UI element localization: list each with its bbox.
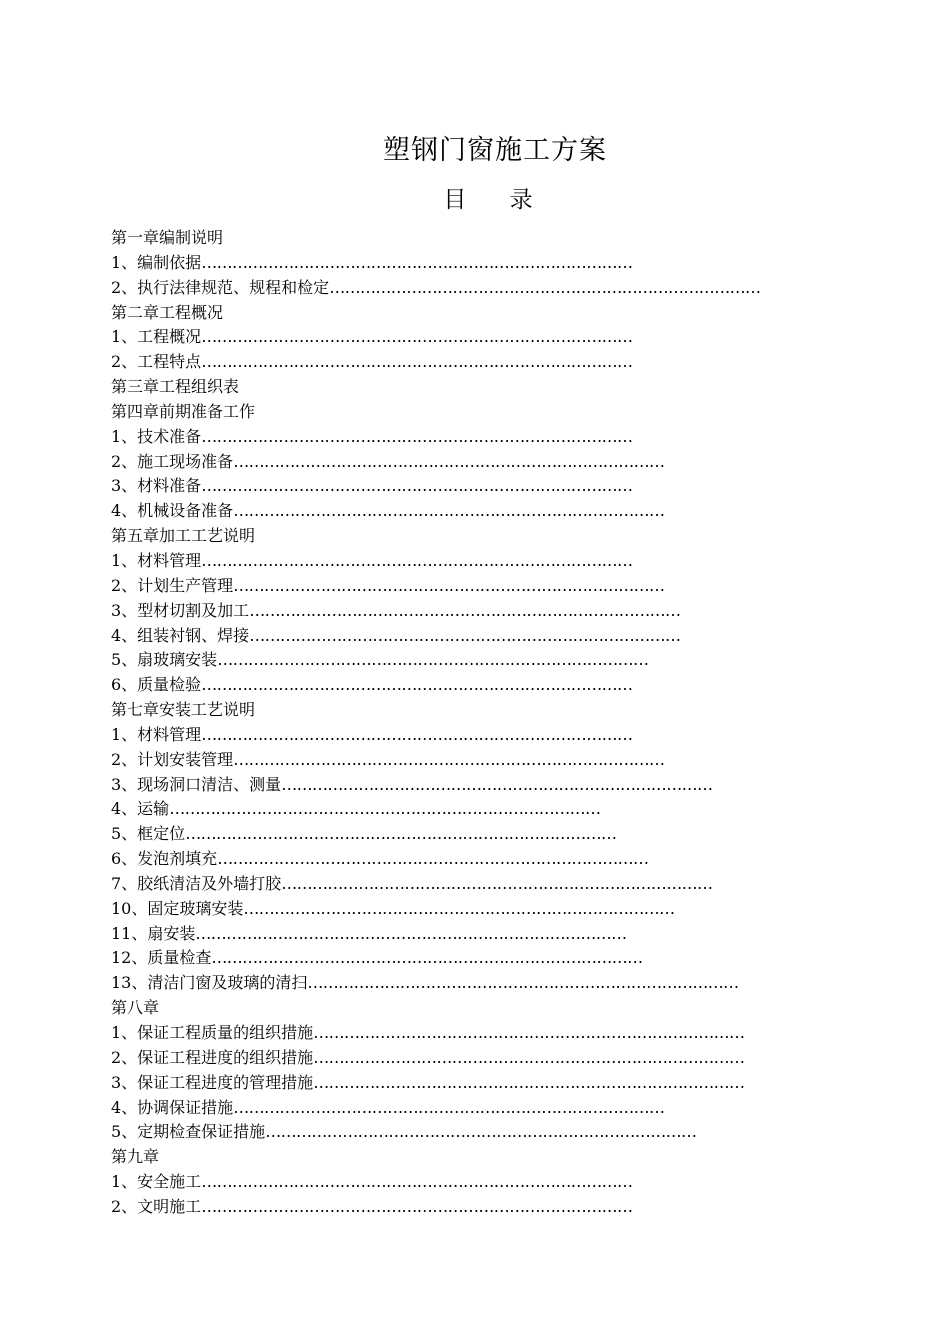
toc-entry-text: 第八章 bbox=[111, 998, 160, 1018]
toc-entry-text: 5、扇玻璃安装 bbox=[111, 650, 218, 670]
toc-dot-leader: ………………………………………………………………………… bbox=[313, 1023, 745, 1042]
toc-dot-leader: ………………………………………………………………………… bbox=[233, 749, 665, 769]
toc-entry-text: 第四章前期准备工作 bbox=[111, 401, 256, 421]
toc-dot-leader: ………………………………………………………………………… bbox=[313, 1047, 745, 1067]
toc-entry-text: 第九章 bbox=[111, 1147, 160, 1167]
toc-dot-leader: ………………………………………………………………………… bbox=[329, 277, 761, 297]
toc-dot-leader: ………………………………………………………………………… bbox=[217, 650, 649, 670]
toc-dot-leader: ………………………………………………………………………… bbox=[233, 1097, 665, 1117]
toc-entry-text: 1、编制依据 bbox=[111, 252, 202, 272]
toc-entry-text: 6、发泡剂填充 bbox=[111, 849, 218, 869]
toc-entry bbox=[111, 922, 831, 947]
toc-entry bbox=[111, 549, 831, 574]
toc-entry-text: 第七章安装工艺说明 bbox=[111, 700, 256, 720]
toc-entry-text: 第三章工程组织表 bbox=[111, 377, 240, 397]
toc-chapter-heading bbox=[111, 996, 831, 1021]
toc-entry-text: 1、技术准备 bbox=[111, 426, 202, 446]
toc-entry-text: 2、文明施工 bbox=[111, 1196, 202, 1216]
toc-entry bbox=[111, 797, 831, 822]
toc-entry bbox=[111, 1096, 831, 1121]
toc-dot-leader: ………………………………………………………………………… bbox=[201, 675, 633, 695]
toc-entry-text: 3、型材切割及加工 bbox=[111, 600, 250, 620]
toc-dot-leader: ………………………………………………………………………… bbox=[233, 451, 665, 471]
document-title: 塑钢门窗施工方案 bbox=[383, 135, 607, 166]
toc-entry-text: 11、扇安装 bbox=[111, 923, 196, 943]
toc-entry-text: 1、材料管理 bbox=[111, 550, 202, 570]
toc-entry bbox=[111, 723, 831, 748]
toc-entry-text: 4、机械设备准备 bbox=[111, 501, 234, 521]
toc-dot-leader: ………………………………………………………………………… bbox=[281, 774, 713, 794]
toc-dot-leader: ………………………………………………………………………… bbox=[201, 426, 633, 446]
toc-dot-leader: ………………………………………………………………………… bbox=[233, 575, 665, 595]
toc-entry-text: 1、材料管理 bbox=[111, 724, 202, 744]
toc-entry bbox=[111, 350, 831, 375]
toc-entry bbox=[111, 425, 831, 450]
toc-entry bbox=[111, 822, 831, 847]
toc-entry bbox=[111, 251, 831, 276]
toc-entry-text: 4、组装衬钢、焊接 bbox=[111, 625, 250, 645]
toc-entry bbox=[111, 1120, 831, 1145]
toc-entry bbox=[111, 1071, 831, 1096]
toc-entry-text: 2、计划生产管理 bbox=[111, 575, 234, 595]
toc-dot-leader: ………………………………………………………………………… bbox=[265, 1122, 697, 1142]
toc-entry bbox=[111, 971, 831, 996]
toc-dot-leader: ………………………………………………………………………… bbox=[201, 1172, 633, 1192]
toc-dot-leader: ………………………………………………………………………… bbox=[201, 352, 633, 372]
toc-dot-leader: ………………………………………………………………………… bbox=[307, 973, 739, 993]
toc-dot-leader: ………………………………………………………………………… bbox=[243, 898, 675, 918]
toc-entry bbox=[111, 648, 831, 673]
toc-dot-leader: ………………………………………………………………………… bbox=[201, 476, 633, 496]
toc-entry bbox=[111, 1195, 831, 1220]
toc-entry bbox=[111, 773, 831, 798]
toc-dot-leader: ………………………………………………………………………… bbox=[201, 550, 633, 570]
toc-entry-text: 4、协调保证措施 bbox=[111, 1097, 234, 1117]
toc-entry-text: 第五章加工工艺说明 bbox=[111, 526, 256, 546]
toc-dot-leader: ………………………………………………………………………… bbox=[185, 824, 617, 844]
toc-entry-text: 12、质量检查 bbox=[111, 948, 212, 968]
toc-entry-text: 2、施工现场准备 bbox=[111, 451, 234, 471]
toc-chapter-heading bbox=[111, 226, 831, 251]
toc-entry-text: 第一章编制说明 bbox=[111, 228, 224, 247]
toc-entry-text: 2、保证工程进度的组织措施 bbox=[111, 1047, 314, 1067]
toc-chapter-heading bbox=[111, 1145, 831, 1170]
toc-entry-text: 3、材料准备 bbox=[111, 476, 202, 496]
toc-dot-leader: ………………………………………………………………………… bbox=[217, 849, 649, 869]
toc-entry bbox=[111, 599, 831, 624]
toc-entry bbox=[111, 499, 831, 524]
toc-entry-text: 6、质量检验 bbox=[111, 675, 202, 695]
toc-entry-text: 2、执行法律规范、规程和检定 bbox=[111, 277, 330, 297]
toc-entry bbox=[111, 946, 831, 971]
toc-entry-text: 2、工程特点 bbox=[111, 352, 202, 372]
toc-chapter-heading bbox=[111, 375, 831, 400]
toc-entry-text: 1、安全施工 bbox=[111, 1172, 202, 1192]
toc-entry bbox=[111, 748, 831, 773]
toc-entry-text: 7、胶纸清洁及外墙打胶 bbox=[111, 873, 282, 893]
toc-entry bbox=[111, 574, 831, 599]
toc-entry bbox=[111, 897, 831, 922]
toc-entry-text: 3、现场洞口清洁、测量 bbox=[111, 774, 282, 794]
toc-chapter-heading bbox=[111, 400, 831, 425]
toc-entry-text: 3、保证工程进度的管理措施 bbox=[111, 1072, 314, 1092]
toc-dot-leader: ………………………………………………………………………… bbox=[233, 501, 665, 521]
toc-entry bbox=[111, 276, 831, 301]
toc-heading: 目 录 bbox=[443, 187, 551, 213]
toc-dot-leader: ………………………………………………………………………… bbox=[201, 1196, 633, 1216]
toc-entry-text: 10、固定玻璃安装 bbox=[111, 898, 244, 918]
toc-dot-leader: ………………………………………………………………………… bbox=[201, 252, 633, 272]
toc-dot-leader: ………………………………………………………………………… bbox=[313, 1072, 745, 1092]
toc-entry bbox=[111, 474, 831, 499]
toc-entry bbox=[111, 847, 831, 872]
table-of-contents bbox=[111, 226, 831, 1220]
toc-dot-leader: ………………………………………………………………………… bbox=[211, 948, 643, 968]
toc-entry-text: 1、工程概况 bbox=[111, 327, 202, 347]
toc-dot-leader: ………………………………………………………………………… bbox=[281, 873, 713, 893]
toc-entry-text: 2、计划安装管理 bbox=[111, 749, 234, 769]
toc-entry bbox=[111, 325, 831, 350]
toc-entry bbox=[111, 872, 831, 897]
toc-dot-leader: ………………………………………………………………………… bbox=[201, 724, 633, 744]
toc-entry-text: 第二章工程概况 bbox=[111, 302, 224, 322]
toc-dot-leader: ………………………………………………………………………… bbox=[249, 600, 681, 620]
toc-entry-text: 5、框定位 bbox=[111, 824, 186, 844]
toc-entry bbox=[111, 673, 831, 698]
toc-chapter-heading bbox=[111, 301, 831, 326]
toc-dot-leader: ………………………………………………………………………… bbox=[169, 799, 601, 819]
toc-dot-leader: ………………………………………………………………………… bbox=[201, 327, 633, 347]
toc-entry-text: 1、保证工程质量的组织措施 bbox=[111, 1023, 314, 1042]
toc-dot-leader: ………………………………………………………………………… bbox=[249, 625, 681, 645]
toc-entry bbox=[111, 1021, 831, 1046]
toc-entry bbox=[111, 450, 831, 475]
toc-chapter-heading bbox=[111, 698, 831, 723]
toc-entry-text: 4、运输 bbox=[111, 799, 170, 819]
toc-entry bbox=[111, 1170, 831, 1195]
toc-chapter-heading bbox=[111, 524, 831, 549]
toc-dot-leader: ………………………………………………………………………… bbox=[195, 923, 627, 943]
toc-entry-text: 5、定期检查保证措施 bbox=[111, 1122, 266, 1142]
toc-entry-text: 13、清洁门窗及玻璃的清扫 bbox=[111, 973, 308, 993]
toc-entry bbox=[111, 624, 831, 649]
toc-entry bbox=[111, 1046, 831, 1071]
